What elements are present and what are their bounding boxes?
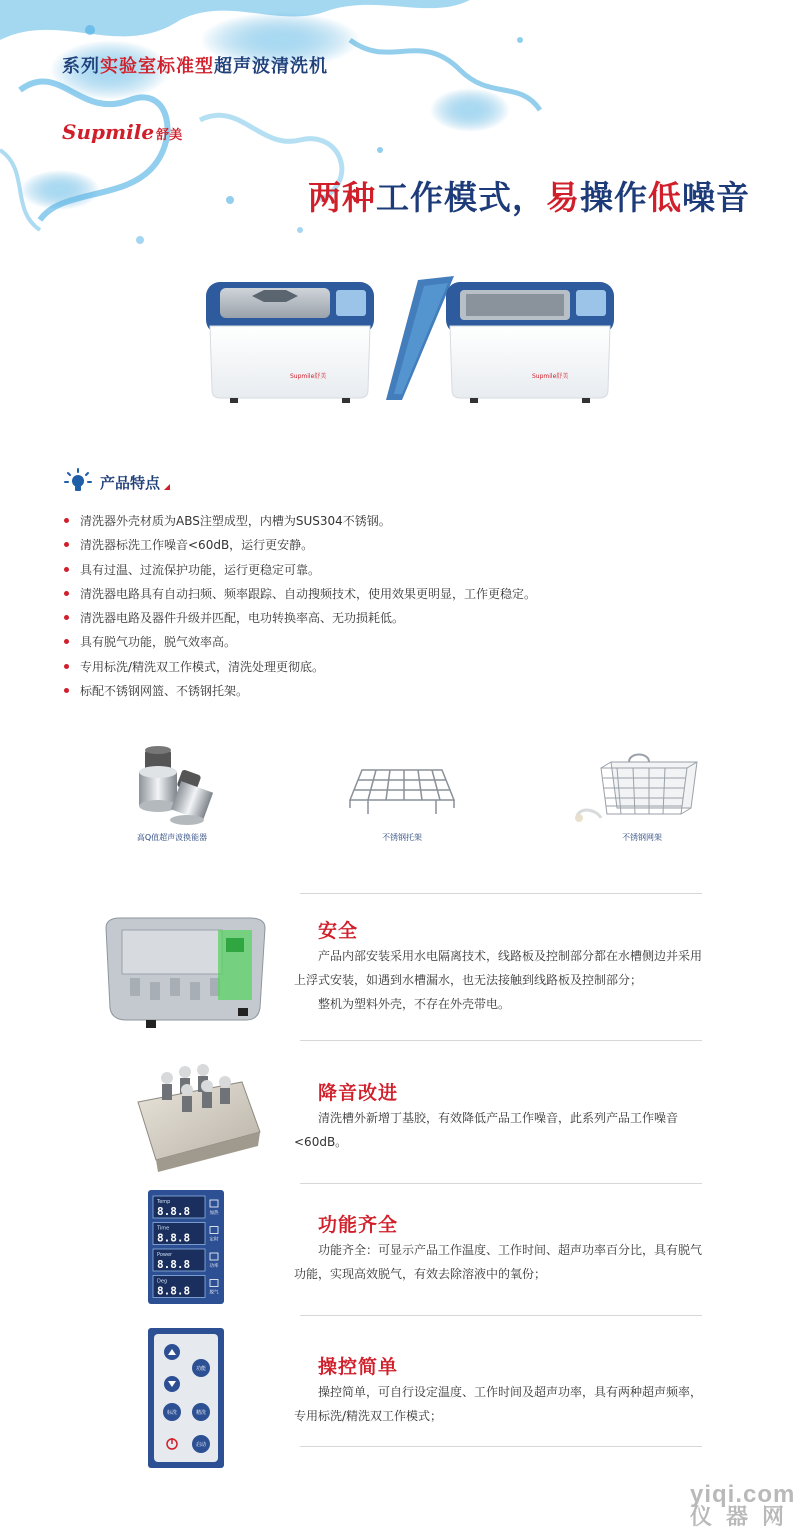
series-title — [62, 52, 328, 78]
fine-wash-label: 精洗 — [195, 1410, 207, 1416]
standard-wash-label: 标洗 — [166, 1410, 178, 1416]
slogan-segment: 两种 — [308, 178, 376, 217]
internal-structure-image — [100, 908, 275, 1033]
brand-logo-cn: 舒美 — [156, 128, 183, 143]
section-paragraph: 整机为塑料外壳，不存在外壳带电。 — [318, 997, 511, 1011]
display-row-value: 8.8.8 — [157, 1258, 191, 1271]
display-row-label: Power — [157, 1252, 173, 1258]
section-title-control: 操控简单 — [318, 1356, 399, 1378]
features-heading — [64, 468, 170, 496]
display-row-value: 8.8.8 — [157, 1205, 191, 1218]
brand-logo-text: Supmile — [62, 120, 155, 144]
section-divider — [300, 1315, 702, 1316]
accessory-caption: 不锈钢托架 — [382, 833, 422, 842]
feature-item: 清洗器外壳材质为ABS注塑成型，内槽为SUS304不锈钢。 — [62, 512, 536, 536]
slogan-segment: 操作 — [580, 178, 648, 217]
feature-item: 清洗器电路具有自动扫频、频率跟踪、自动搜频技术，使用效果更明显，工作更稳定。 — [62, 585, 536, 609]
mesh-basket-image — [567, 740, 717, 830]
tank-bottom-image — [132, 1062, 267, 1177]
section-paragraph: 功能齐全：可显示产品工作温度、工作时间、超声功率百分比，具有脱气功能，实现高效脱气，有效去除溶液中的氧份； — [294, 1243, 703, 1281]
section-text-control — [294, 1380, 712, 1428]
display-row-label: Temp — [157, 1199, 171, 1205]
display-row-value: 8.8.8 — [157, 1284, 191, 1298]
section-divider — [300, 1183, 702, 1184]
feature-item: 清洗器电路及器件升级并匹配，电功转换率高、无功损耗低。 — [62, 609, 536, 633]
control-panel-image — [148, 1328, 224, 1468]
section-title-safety: 安全 — [318, 920, 359, 942]
watermark-domain: yiqi.com — [690, 1481, 796, 1508]
section-divider — [300, 893, 702, 894]
product-hero-image — [180, 270, 640, 420]
start-button-label: 启动 — [195, 1442, 207, 1448]
features-list — [62, 512, 536, 706]
section-paragraph: 产品内部安装采用水电隔离技术，线路板及控制部分都在水槽侧边并采用上浮式安装，如遇到水槽漏水，也无法接触到线路板及控制部分； — [294, 949, 703, 987]
feature-item: 具有过温、过流保护功能，运行更稳定可靠。 — [62, 561, 536, 585]
section-text-noise — [294, 1106, 712, 1154]
top-banner — [0, 0, 810, 270]
brand-logo — [62, 120, 182, 144]
section-title-function: 功能齐全 — [318, 1214, 399, 1236]
accessory-basket — [562, 740, 722, 850]
display-row-value: 8.8.8 — [157, 1231, 191, 1245]
section-text-safety — [294, 944, 712, 1016]
accessory-transducer — [92, 740, 252, 850]
hero-product-label-left: Supmile舒美 — [290, 373, 327, 380]
accessory-caption: 高Q值超声波换能器 — [136, 833, 208, 842]
display-row-label: Deg — [157, 1278, 168, 1285]
display-row-side-label: 定时 — [209, 1237, 219, 1243]
display-row-label: Time — [157, 1225, 170, 1232]
site-watermark — [690, 1481, 799, 1529]
section-text-function — [294, 1238, 712, 1286]
feature-item: 标配不锈钢网篮、不锈钢托架。 — [62, 682, 536, 706]
display-panel-image — [148, 1190, 224, 1304]
display-row-side-label: 加热 — [209, 1211, 219, 1216]
steel-rack-image — [332, 740, 472, 830]
lightbulb-icon — [64, 468, 92, 496]
series-title-highlight: 实验室标准型 — [100, 56, 214, 77]
hero-product-label-right: Supmile舒美 — [532, 373, 569, 380]
section-divider — [300, 1446, 702, 1447]
section-divider — [300, 1040, 702, 1041]
slogan — [308, 172, 750, 219]
series-title-prefix: 系列 — [62, 56, 100, 77]
feature-item: 清洗器标洗工作噪音<60dB，运行更安静。 — [62, 536, 536, 560]
accessory-caption: 不锈钢网架 — [622, 833, 662, 842]
accessory-rack — [322, 740, 482, 850]
function-button-label: 功能 — [195, 1366, 207, 1372]
display-row-side-label: 功率 — [209, 1264, 219, 1269]
slogan-segment: 易 — [546, 178, 580, 217]
transducer-image — [117, 740, 227, 830]
slogan-segment: 噪音 — [682, 178, 750, 217]
series-title-suffix: 超声波清洗机 — [214, 56, 328, 77]
slogan-segment: 工作模式， — [376, 178, 546, 217]
features-title: 产品特点 — [100, 473, 161, 492]
feature-item: 具有脱气功能，脱气效率高。 — [62, 633, 536, 657]
feature-item: 专用标洗/精洗双工作模式，清洗处理更彻底。 — [62, 658, 536, 682]
watermark-brand: 仪器网 — [690, 1504, 799, 1529]
corner-triangle-icon — [164, 484, 170, 490]
display-row-side-label: 脱气 — [209, 1290, 219, 1296]
section-title-noise: 降音改进 — [318, 1082, 399, 1104]
section-paragraph: 清洗槽外新增丁基胶，有效降低产品工作噪音，此系列产品工作噪音<60dB。 — [294, 1111, 679, 1149]
slogan-segment: 低 — [648, 178, 682, 217]
section-paragraph: 操控简单，可自行设定温度、工作时间及超声功率，具有两种超声频率，专用标洗/精洗双工作模式； — [294, 1385, 703, 1423]
